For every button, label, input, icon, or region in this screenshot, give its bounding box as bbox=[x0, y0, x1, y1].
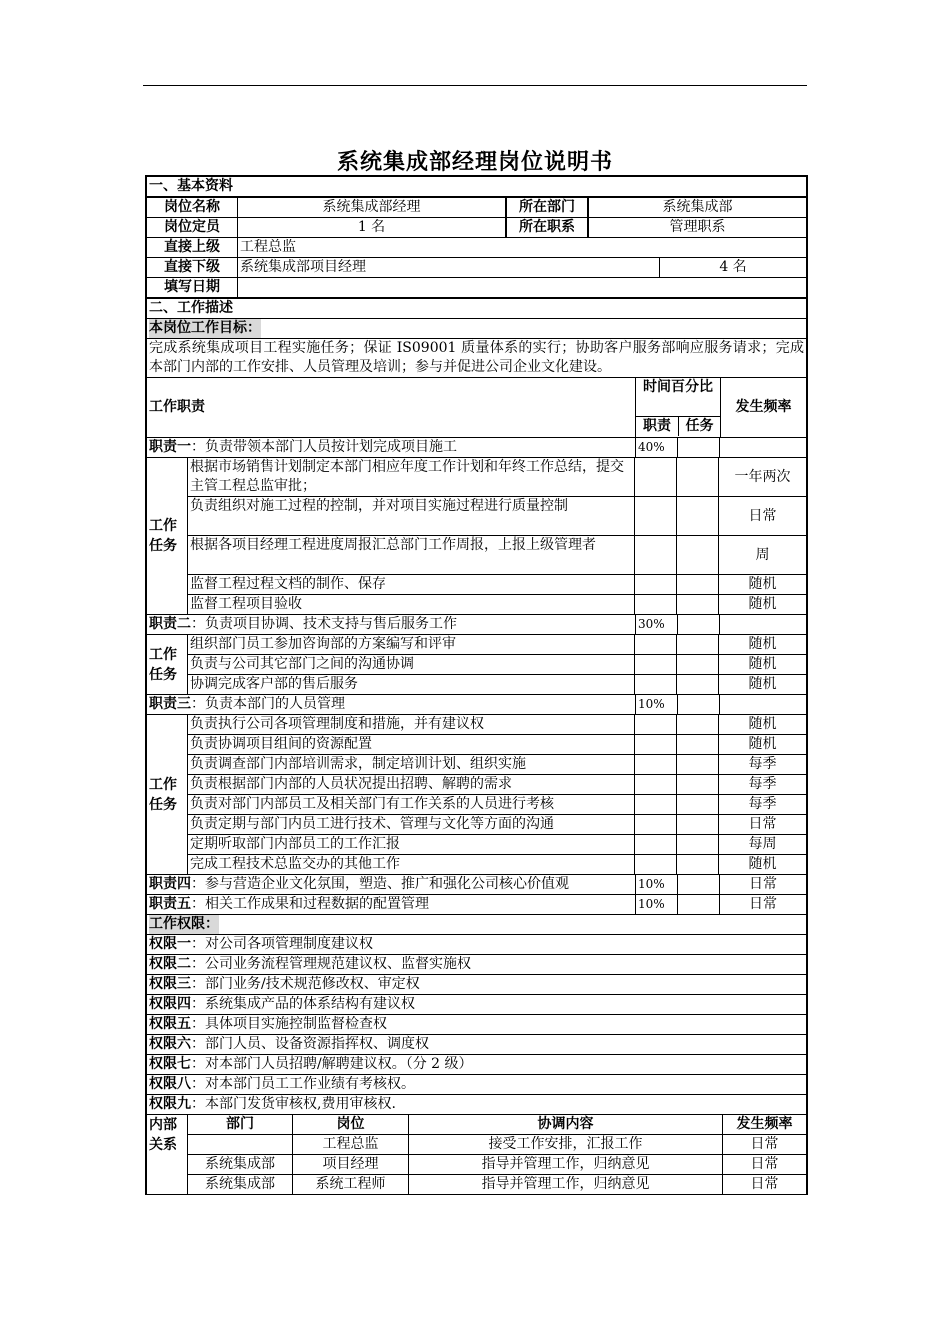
count-value: 1 名 bbox=[237, 218, 505, 237]
authority-item-label: 权限五 bbox=[149, 1016, 191, 1032]
authority-row bbox=[147, 935, 806, 955]
field-label: 填写日期 bbox=[164, 279, 220, 295]
duty-description: ：参与营造企业文化氛围，塑造、推广和强化公司核心价值观 bbox=[191, 876, 569, 892]
task-frequency: 随机 bbox=[718, 575, 806, 594]
task-duty-percent bbox=[634, 835, 676, 854]
goal-label-row bbox=[147, 319, 806, 339]
task-percent bbox=[677, 438, 719, 457]
goal-text: 完成系统集成项目工程实施任务；保证 IS09001 质量体系的实行；协助客户服务部响应服务请求；完成本部门内部的工作安排、人员管理及培训；参与并促进公司企业文化建设。 bbox=[149, 340, 804, 375]
task-frequency: 随机 bbox=[718, 855, 806, 874]
task-row bbox=[188, 575, 806, 595]
task-block bbox=[147, 635, 806, 695]
task-percent bbox=[676, 835, 718, 854]
basic-row-superior bbox=[147, 238, 806, 258]
duty-row bbox=[147, 615, 806, 635]
task-text: 监督工程项目验收 bbox=[190, 596, 302, 612]
duty-percent: 10% bbox=[635, 895, 677, 914]
duty-label: 职责二 bbox=[149, 616, 191, 632]
relations-post: 系统工程师 bbox=[292, 1175, 408, 1194]
duty-description: ：负责带领本部门人员按计划完成项目施工 bbox=[191, 439, 457, 455]
task-frequency: 随机 bbox=[718, 655, 806, 674]
task-frequency: 随机 bbox=[718, 635, 806, 654]
task-frequency: 随机 bbox=[718, 595, 806, 614]
duty-header-row bbox=[147, 378, 806, 438]
authority-row bbox=[147, 1015, 806, 1035]
authority-item-label: 权限二 bbox=[149, 956, 191, 972]
duty-label: 职责三 bbox=[149, 696, 191, 712]
task-block bbox=[147, 458, 806, 615]
task-frequency: 随机 bbox=[718, 735, 806, 754]
authority-row bbox=[147, 995, 806, 1015]
relations-content: 指导并管理工作，归纳意见 bbox=[408, 1155, 722, 1174]
task-row bbox=[188, 735, 806, 755]
field-label: 所在职系 bbox=[505, 218, 587, 237]
subordinate-count: 4 名 bbox=[659, 258, 806, 277]
duty-text bbox=[147, 695, 635, 714]
task-percent bbox=[676, 595, 718, 614]
authority-text bbox=[147, 1035, 806, 1054]
task-duty-percent bbox=[634, 595, 676, 614]
goal-label: 本岗位工作目标： bbox=[149, 320, 261, 336]
authority-text bbox=[147, 1015, 806, 1034]
task-percent bbox=[677, 615, 719, 634]
field-label: 岗位定员 bbox=[164, 219, 220, 235]
relations-row bbox=[188, 1155, 806, 1175]
relations-block bbox=[147, 1115, 806, 1195]
relations-post-header: 岗位 bbox=[292, 1115, 408, 1134]
task-percent bbox=[676, 635, 718, 654]
authority-text bbox=[147, 1055, 806, 1074]
task-frequency: 周 bbox=[718, 536, 806, 574]
superior-value: 工程总监 bbox=[237, 238, 806, 257]
duty-percent: 30% bbox=[635, 615, 677, 634]
authority-label-row bbox=[147, 915, 806, 935]
task-duty-percent bbox=[634, 655, 676, 674]
task-text: 根据市场销售计划制定本部门相应年度工作计划和年终工作总结，提交主管工程总监审批； bbox=[190, 459, 624, 494]
task-percent bbox=[676, 735, 718, 754]
task-duty-percent bbox=[634, 458, 676, 496]
task-percent bbox=[676, 795, 718, 814]
task-row bbox=[188, 815, 806, 835]
authority-item-label: 权限三 bbox=[149, 976, 191, 992]
duty-row bbox=[147, 875, 806, 895]
authority-label: 工作权限： bbox=[149, 916, 219, 932]
basic-row-sub bbox=[147, 258, 806, 278]
task-duty-percent bbox=[634, 536, 676, 574]
authority-item-label: 权限八 bbox=[149, 1076, 191, 1092]
task-frequency: 每季 bbox=[718, 755, 806, 774]
task-frequency: 每季 bbox=[718, 795, 806, 814]
relations-content-header: 协调内容 bbox=[408, 1115, 722, 1134]
relations-dept: 系统集成部 bbox=[205, 1156, 275, 1172]
duty-frequency bbox=[719, 615, 806, 634]
authority-item-label: 权限四 bbox=[149, 996, 191, 1012]
duty-text bbox=[147, 875, 635, 894]
task-frequency: 每季 bbox=[718, 775, 806, 794]
authority-text bbox=[147, 1095, 806, 1114]
relations-row bbox=[188, 1175, 806, 1194]
task-text: 根据各项目经理工程进度周报汇总部门工作周报，上报上级管理者 bbox=[190, 537, 596, 553]
task-duty-percent bbox=[634, 815, 676, 834]
task-text: 协调完成客户部的售后服务 bbox=[190, 676, 358, 692]
task-row bbox=[188, 497, 806, 536]
task-row bbox=[188, 795, 806, 815]
duty-description: ：负责本部门的人员管理 bbox=[191, 696, 345, 712]
task-percent bbox=[676, 775, 718, 794]
task-text: 负责对部门内部员工及相关部门有工作关系的人员进行考核 bbox=[190, 796, 554, 812]
task-text: 负责与公司其它部门之间的沟通协调 bbox=[190, 656, 414, 672]
authority-row bbox=[147, 975, 806, 995]
duty-text bbox=[147, 895, 635, 914]
task-label: 工作任务 bbox=[149, 776, 177, 813]
task-duty-percent bbox=[634, 775, 676, 794]
task-duty-percent bbox=[634, 735, 676, 754]
task-text: 负责定期与部门内员工进行技术、管理与文化等方面的沟通 bbox=[190, 816, 554, 832]
task-percent bbox=[677, 695, 719, 714]
duty-label: 职责一 bbox=[149, 439, 191, 455]
duty-row bbox=[147, 695, 806, 715]
task-text: 定期听取部门内部员工的工作汇报 bbox=[190, 836, 400, 852]
task-block bbox=[147, 715, 806, 875]
relations-dept-header: 部门 bbox=[226, 1116, 254, 1132]
field-label: 直接下级 bbox=[164, 259, 220, 275]
task-duty-percent bbox=[634, 575, 676, 594]
job-family-value: 管理职系 bbox=[587, 218, 806, 237]
duty-percent: 10% bbox=[635, 875, 677, 894]
relations-row bbox=[188, 1135, 806, 1155]
duty-frequency bbox=[719, 695, 806, 714]
authority-row bbox=[147, 1095, 806, 1115]
duty-percent-header: 职责 bbox=[643, 418, 671, 434]
authority-text bbox=[147, 995, 806, 1014]
task-row bbox=[188, 715, 806, 735]
relations-post: 项目经理 bbox=[292, 1155, 408, 1174]
task-row bbox=[188, 536, 806, 575]
relations-frequency: 日常 bbox=[722, 1155, 806, 1174]
header-rule bbox=[143, 85, 807, 86]
relations-frequency-header: 发生频率 bbox=[722, 1115, 806, 1134]
duty-frequency: 日常 bbox=[719, 875, 806, 894]
task-duty-percent bbox=[634, 855, 676, 874]
duty-percent: 10% bbox=[635, 695, 677, 714]
authority-row bbox=[147, 1035, 806, 1055]
post-name-value: 系统集成部经理 bbox=[237, 198, 505, 217]
duty-frequency bbox=[719, 438, 806, 457]
task-duty-percent bbox=[634, 715, 676, 734]
duty-description: ：负责项目协调、技术支持与售后服务工作 bbox=[191, 616, 457, 632]
task-row bbox=[188, 835, 806, 855]
section-basic-header bbox=[147, 177, 806, 198]
section-title: 一、基本资料 bbox=[149, 178, 233, 194]
authority-item-text: ：具体项目实施控制监督检查权 bbox=[191, 1016, 387, 1032]
subordinate-value: 系统集成部项目经理 bbox=[237, 258, 659, 277]
authority-item-text: ：对公司各项管理制度建议权 bbox=[191, 936, 373, 952]
task-percent bbox=[677, 875, 719, 894]
relations-post: 工程总监 bbox=[292, 1135, 408, 1154]
duty-text bbox=[147, 438, 635, 457]
relations-content: 接受工作安排，汇报工作 bbox=[408, 1135, 722, 1154]
task-text: 监督工程过程文档的制作、保存 bbox=[190, 576, 386, 592]
task-percent bbox=[676, 458, 718, 496]
authority-text bbox=[147, 935, 806, 954]
task-frequency: 每周 bbox=[718, 835, 806, 854]
field-label: 所在部门 bbox=[505, 198, 587, 217]
task-frequency: 日常 bbox=[718, 497, 806, 535]
authority-text bbox=[147, 1075, 806, 1094]
authority-item-text: ：部门业务/技术规范修改权、审定权 bbox=[191, 976, 420, 992]
internal-relations-label: 内部关系 bbox=[149, 1117, 177, 1153]
authority-item-text: ：部门人员、设备资源指挥权、调度权 bbox=[191, 1036, 429, 1052]
authority-item-label: 权限九 bbox=[149, 1096, 191, 1112]
task-list bbox=[187, 458, 806, 614]
authority-row bbox=[147, 1075, 806, 1095]
task-label: 工作任务 bbox=[149, 646, 177, 683]
authority-row bbox=[147, 1055, 806, 1075]
task-percent bbox=[676, 715, 718, 734]
frequency-header: 发生频率 bbox=[720, 378, 806, 437]
task-row bbox=[188, 755, 806, 775]
job-description-table bbox=[145, 175, 808, 1195]
duty-text bbox=[147, 615, 635, 634]
task-row bbox=[188, 855, 806, 874]
task-duty-percent bbox=[634, 675, 676, 694]
duty-percent: 40% bbox=[635, 438, 677, 457]
task-percent bbox=[677, 895, 719, 914]
section-title: 二、工作描述 bbox=[149, 300, 233, 316]
task-percent bbox=[676, 815, 718, 834]
task-percent bbox=[676, 755, 718, 774]
page-title: 系统集成部经理岗位说明书 bbox=[336, 150, 613, 175]
time-percent-header: 时间百分比 bbox=[636, 378, 720, 417]
task-percent bbox=[676, 655, 718, 674]
task-row bbox=[188, 675, 806, 694]
task-duty-percent bbox=[634, 497, 676, 535]
task-row bbox=[188, 775, 806, 795]
task-text: 负责执行公司各项管理制度和措施，并有建议权 bbox=[190, 716, 484, 732]
duty-row bbox=[147, 895, 806, 915]
task-frequency: 日常 bbox=[718, 815, 806, 834]
task-text: 完成工程技术总监交办的其他工作 bbox=[190, 856, 400, 872]
authority-item-label: 权限六 bbox=[149, 1036, 191, 1052]
relations-frequency: 日常 bbox=[722, 1175, 806, 1194]
authority-row bbox=[147, 955, 806, 975]
dept-value: 系统集成部 bbox=[587, 198, 806, 217]
relations-frequency: 日常 bbox=[722, 1135, 806, 1154]
task-percent bbox=[676, 497, 718, 535]
task-list bbox=[187, 635, 806, 694]
task-percent bbox=[676, 575, 718, 594]
task-frequency: 随机 bbox=[718, 675, 806, 694]
basic-row-count bbox=[147, 218, 806, 238]
authority-item-text: ：对本部门员工工作业绩有考核权。 bbox=[191, 1076, 415, 1092]
task-frequency: 一年两次 bbox=[718, 458, 806, 496]
task-percent bbox=[676, 536, 718, 574]
relations-header-row bbox=[188, 1115, 806, 1135]
authority-text bbox=[147, 975, 806, 994]
task-percent bbox=[676, 855, 718, 874]
duty-label: 职责四 bbox=[149, 876, 191, 892]
task-text: 组织部门员工参加咨询部的方案编写和评审 bbox=[190, 636, 456, 652]
goal-text-row bbox=[147, 339, 806, 378]
task-row bbox=[188, 635, 806, 655]
authority-item-text: ：公司业务流程管理规范建议权、监督实施权 bbox=[191, 956, 471, 972]
authority-item-text: ：对本部门人员招聘/解聘建议权。（分 2 级） bbox=[191, 1056, 473, 1072]
duty-column-header: 工作职责 bbox=[149, 399, 205, 415]
basic-row-name bbox=[147, 198, 806, 218]
task-text: 负责根据部门内部的人员状况提出招聘、解聘的需求 bbox=[190, 776, 512, 792]
authority-item-text: ：系统集成产品的体系结构有建议权 bbox=[191, 996, 415, 1012]
authority-item-label: 权限七 bbox=[149, 1056, 191, 1072]
task-text: 负责协调项目组间的资源配置 bbox=[190, 736, 372, 752]
authority-item-label: 权限一 bbox=[149, 936, 191, 952]
task-duty-percent bbox=[634, 635, 676, 654]
relations-dept: 系统集成部 bbox=[205, 1176, 275, 1192]
task-duty-percent bbox=[634, 755, 676, 774]
authority-item-text: ：本部门发货审核权,费用审核权. bbox=[191, 1096, 396, 1112]
task-list bbox=[187, 715, 806, 874]
relations-dept bbox=[188, 1135, 292, 1154]
task-text: 负责调查部门内部培训需求，制定培训计划、组织实施 bbox=[190, 756, 526, 772]
date-value bbox=[237, 278, 806, 297]
duty-label: 职责五 bbox=[149, 896, 191, 912]
basic-row-date bbox=[147, 278, 806, 299]
task-row bbox=[188, 458, 806, 497]
duty-frequency: 日常 bbox=[719, 895, 806, 914]
section-desc-header bbox=[147, 299, 806, 319]
task-label: 工作任务 bbox=[149, 518, 177, 554]
authority-text bbox=[147, 955, 806, 974]
field-label: 岗位名称 bbox=[164, 199, 220, 215]
field-label: 直接上级 bbox=[164, 239, 220, 255]
task-duty-percent bbox=[634, 795, 676, 814]
task-text: 负责组织对施工过程的控制，并对项目实施过程进行质量控制 bbox=[190, 498, 568, 514]
task-percent bbox=[676, 675, 718, 694]
task-row bbox=[188, 655, 806, 675]
relations-content: 指导并管理工作，归纳意见 bbox=[408, 1175, 722, 1194]
duty-description: ：相关工作成果和过程数据的配置管理 bbox=[191, 896, 429, 912]
task-percent-header: 任务 bbox=[678, 417, 720, 436]
duty-row bbox=[147, 438, 806, 458]
task-row bbox=[188, 595, 806, 614]
task-frequency: 随机 bbox=[718, 715, 806, 734]
